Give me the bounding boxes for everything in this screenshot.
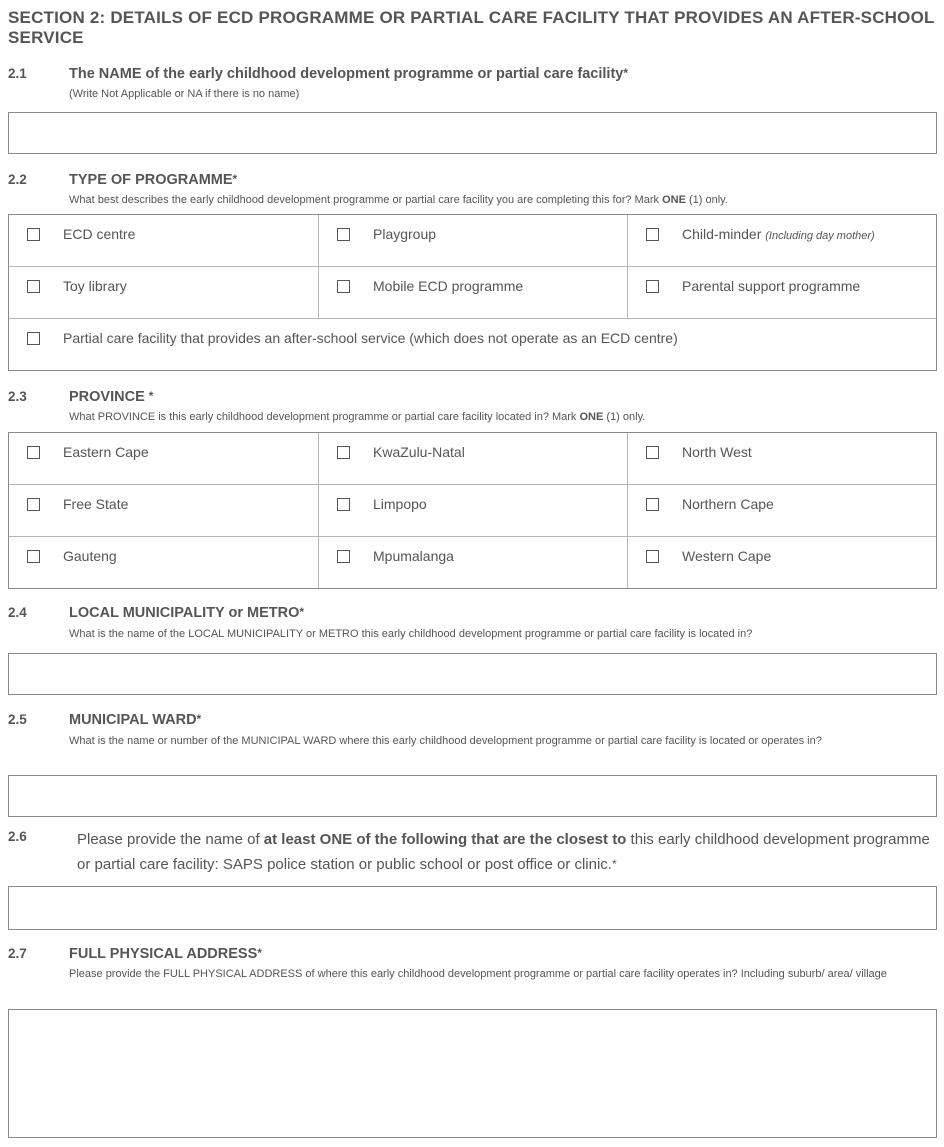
question-2-7 xyxy=(8,946,938,998)
question-hint: Please provide the FULL PHYSICAL ADDRESS of where this early childhood development programme or partial care facility operates in? Including suburb/ area/ village xyxy=(69,968,887,980)
programme-type-grid xyxy=(8,214,937,371)
required-asterisk: * xyxy=(196,712,202,726)
option-western-cape[interactable]: Western Cape xyxy=(627,537,936,588)
question-hint: (Write Not Applicable or NA if there is no name) xyxy=(69,88,300,100)
question-hint: What is the name of the LOCAL MUNICIPALITY or METRO this early childhood development programme or partial care facility is located in? xyxy=(69,628,753,640)
required-asterisk: * xyxy=(232,172,238,186)
question-text: Please provide the name of at least ONE of the following that are the closest to this early childhood development programme or partial care facility: SAPS police station or public school or post office or clinic.* xyxy=(77,831,930,873)
question-2-5 xyxy=(8,712,938,762)
question-number: 2.2 xyxy=(8,172,27,187)
question-hint: What PROVINCE is this early childhood development programme or partial care facility located in? Mark ONE (1) only. xyxy=(69,411,646,423)
required-asterisk: * xyxy=(611,857,617,871)
option-playgroup[interactable]: Playgroup xyxy=(318,215,627,266)
checkbox[interactable] xyxy=(646,228,659,241)
question-number: 2.7 xyxy=(8,946,27,961)
checkbox[interactable] xyxy=(337,498,350,511)
checkbox[interactable] xyxy=(27,446,40,459)
question-2-1 xyxy=(8,66,938,102)
question-title: The NAME of the early childhood development programme or partial care facility* xyxy=(69,66,629,82)
checkbox[interactable] xyxy=(27,332,40,345)
question-2-2 xyxy=(8,172,938,208)
option-north-west[interactable]: North West xyxy=(627,433,936,484)
physical-address-field[interactable] xyxy=(8,1009,937,1138)
checkbox[interactable] xyxy=(337,446,350,459)
province-grid xyxy=(8,432,937,589)
question-number: 2.6 xyxy=(8,829,27,844)
required-asterisk: * xyxy=(623,66,629,80)
option-mpumalanga[interactable]: Mpumalanga xyxy=(318,537,627,588)
option-child-minder[interactable]: Child-minder (Including day mother) xyxy=(627,215,936,266)
checkbox[interactable] xyxy=(27,498,40,511)
question-hint: What best describes the early childhood development programme or partial care facility you are completing this for? Mark ONE (1) only. xyxy=(69,194,728,206)
checkbox[interactable] xyxy=(337,228,350,241)
option-northern-cape[interactable]: Northern Cape xyxy=(627,485,936,536)
checkbox[interactable] xyxy=(646,550,659,563)
checkbox[interactable] xyxy=(337,280,350,293)
checkbox[interactable] xyxy=(646,498,659,511)
required-asterisk: * xyxy=(148,389,154,403)
question-title: LOCAL MUNICIPALITY or METRO* xyxy=(69,605,305,621)
option-ecd-centre[interactable]: ECD centre xyxy=(9,215,318,266)
question-number: 2.4 xyxy=(8,605,27,620)
option-gauteng[interactable]: Gauteng xyxy=(9,537,318,588)
municipality-field[interactable] xyxy=(8,653,937,695)
option-kwazulu-natal[interactable]: KwaZulu-Natal xyxy=(318,433,627,484)
question-title: MUNICIPAL WARD* xyxy=(69,712,202,728)
question-title: FULL PHYSICAL ADDRESS* xyxy=(69,946,262,962)
option-free-state[interactable]: Free State xyxy=(9,485,318,536)
checkbox[interactable] xyxy=(27,280,40,293)
section-title: SECTION 2: DETAILS OF ECD PROGRAMME OR PARTIAL CARE FACILITY THAT PROVIDES AN AFTER-SCHOOL SERVICE xyxy=(8,8,935,47)
question-2-6 xyxy=(8,827,938,879)
question-title: TYPE OF PROGRAMME* xyxy=(69,172,238,188)
closest-landmark-field[interactable] xyxy=(8,886,937,930)
checkbox[interactable] xyxy=(646,280,659,293)
question-number: 2.5 xyxy=(8,712,27,727)
option-eastern-cape[interactable]: Eastern Cape xyxy=(9,433,318,484)
question-2-4 xyxy=(8,605,938,641)
question-title: PROVINCE * xyxy=(69,389,154,405)
option-limpopo[interactable]: Limpopo xyxy=(318,485,627,536)
required-asterisk: * xyxy=(299,605,305,619)
required-asterisk: * xyxy=(257,946,262,960)
option-mobile-ecd[interactable]: Mobile ECD programme xyxy=(318,267,627,318)
checkbox[interactable] xyxy=(27,228,40,241)
option-partial-care[interactable]: Partial care facility that provides an after-school service (which does not operate as an ECD centre) xyxy=(9,319,936,370)
question-number: 2.1 xyxy=(8,66,27,81)
checkbox[interactable] xyxy=(337,550,350,563)
option-parental-support[interactable]: Parental support programme xyxy=(627,267,936,318)
question-2-3 xyxy=(8,389,938,425)
question-hint: What is the name or number of the MUNICIPAL WARD where this early childhood development programme or partial care facility is located or operates in? xyxy=(69,735,822,747)
municipal-ward-field[interactable] xyxy=(8,775,937,817)
checkbox[interactable] xyxy=(646,446,659,459)
question-number: 2.3 xyxy=(8,389,27,404)
facility-name-field[interactable] xyxy=(8,112,937,154)
checkbox[interactable] xyxy=(27,550,40,563)
option-toy-library[interactable]: Toy library xyxy=(9,267,318,318)
